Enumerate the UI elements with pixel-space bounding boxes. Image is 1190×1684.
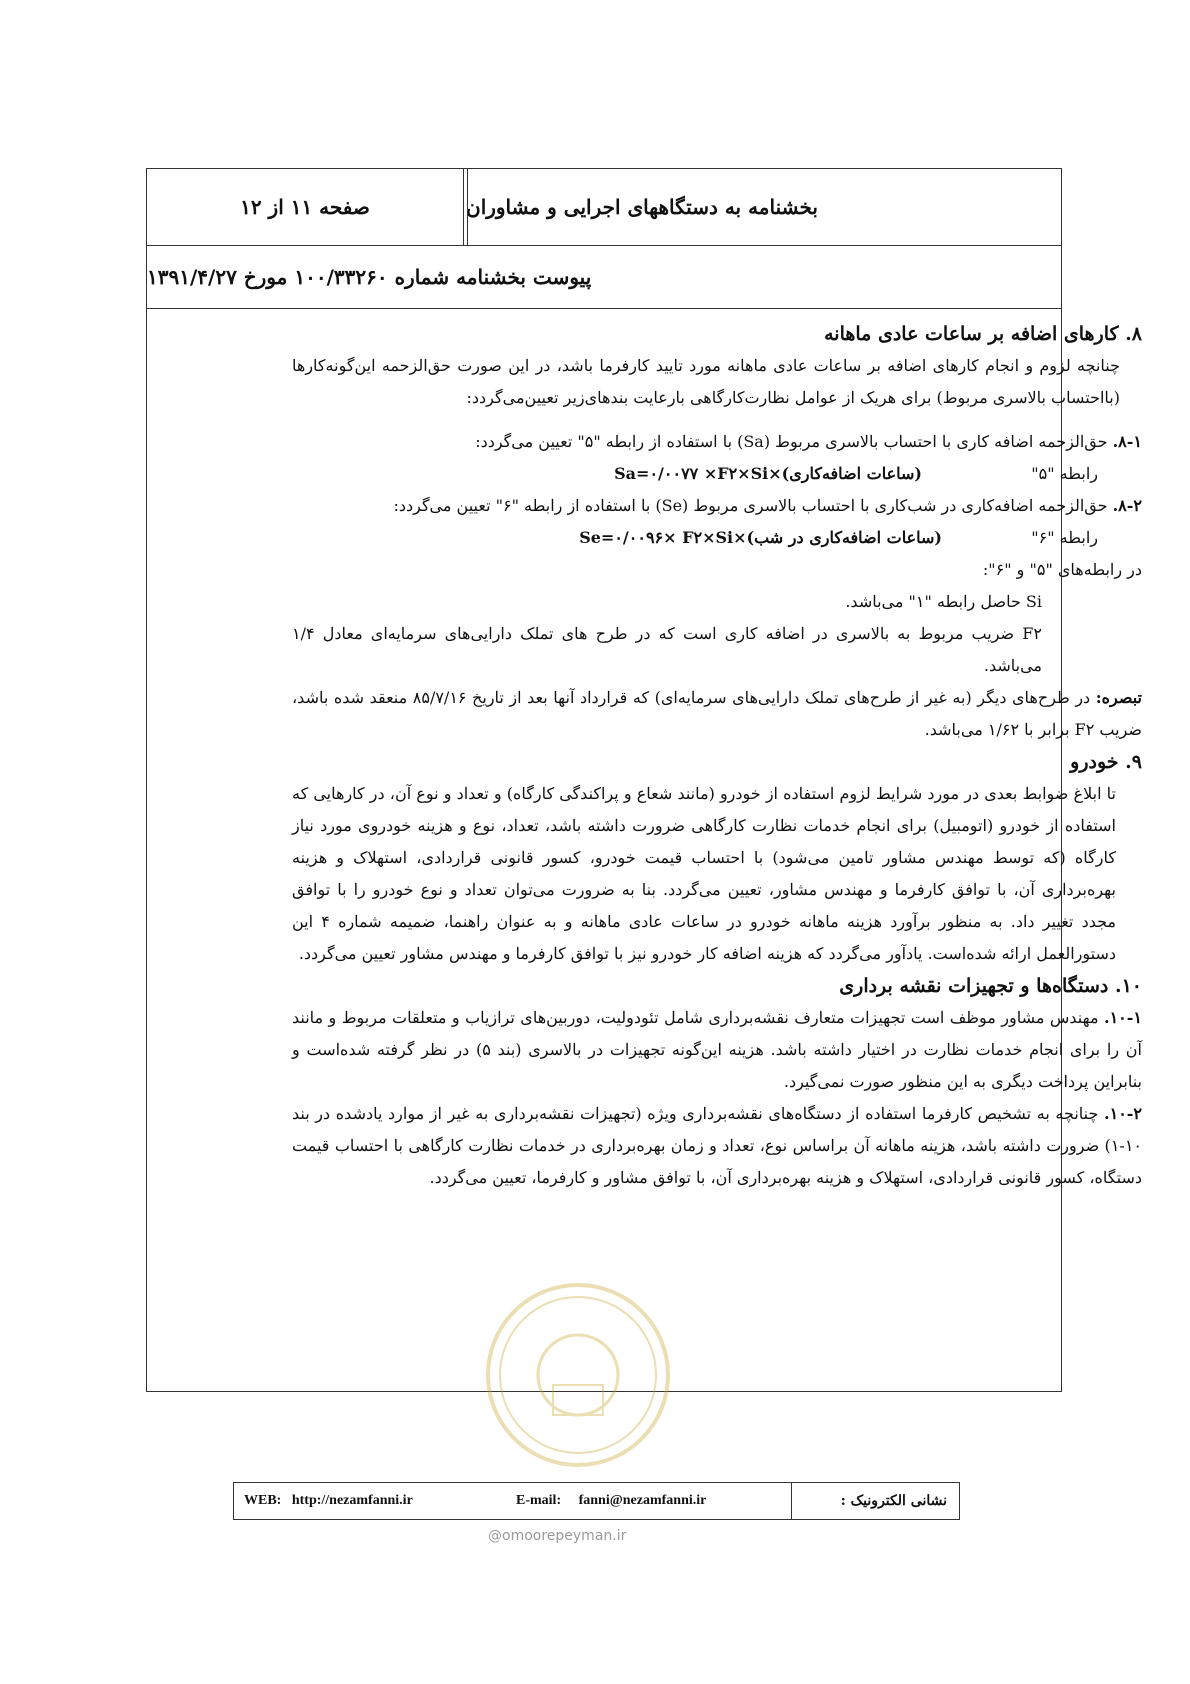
- item-10-1: ۱۰-۱. مهندس مشاور موظف است تجهیزات متعارف نقشه‌برداری شامل تئودولیت، دوربین‌های ترازیاب و متعلقات مربوط و مانند آن را برای انجام خدمات نظارت در اختیار داشته باشد. هزینه این‌گونه تجهیزات در بالاسری (بند ۵) در نظر گرفته شده‌است و بنابراین پرداخت دیگری به این منظور صورت نمی‌گیرد.: [292, 1008, 1143, 1091]
- watermark-text: @omoorepeyman.ir: [488, 1528, 627, 1544]
- section-8-heading: ۸. کارهای اضافه بر ساعات عادی ماهانه: [824, 323, 1142, 345]
- page-number: صفحه ۱۱ از ۱۲: [240, 195, 370, 219]
- section-10-heading: ۱۰. دستگاه‌ها و تجهیزات نقشه برداری: [839, 975, 1142, 997]
- formula-6: Se=۰/۰۰۹۶× F۲×Si×(ساعات اضافه‌کاری در شب): [579, 528, 942, 547]
- section-8-intro: چنانچه لزوم و انجام کارهای اضافه بر ساعات عادی ماهانه مورد تایید کارفرما باشد، در این صورت حق‌الزحمه این‌گونه‌کارها (بااحتساب بالاسری مربوط) برای هریک از عوامل نظارت‌کارگاهی بارعایت بندهای‌زیر تعیین‌می‌گردد:: [292, 356, 1120, 407]
- footer-label: نشانی الکترونیک :: [840, 1493, 947, 1509]
- header-row: [147, 169, 1061, 246]
- footer-divider: [791, 1483, 792, 1519]
- section-9-heading: ۹. خودرو: [1070, 751, 1142, 773]
- item-10-2: ۱۰-۲. چنانچه به تشخیص کارفرما استفاده از دستگاه‌های نقشه‌برداری ویژه (تجهیزات نقشه‌برداری به غیر از موارد یادشده در بند ۱۰-۱) ضرورت داشته باشد، هزینه ماهانه آن براساس نوع، تعداد و زمان بهره‌برداری در خدمات نظارت کارگاهی با احتساب قیمت دستگاه، کسور قانونی قراردادی، استهلاک و هزینه بهره‌برداری آن، با توافق مشاور و کارفرما، تعیین می‌گردد.: [292, 1104, 1143, 1187]
- note: تبصره: در طرح‌های دیگر (به غیر از طرح‌های تملک دارایی‌های سرمایه‌ای) که قرارداد آنها بعد از تاریخ ۸۵/۷/۱۶ منعقد شده باشد، ضریب F۲ برابر با ۱/۶۲ می‌باشد.: [292, 688, 1143, 739]
- item-8-1: ۸-۱. حق‌الزحمه اضافه کاری با احتساب بالاسری مربوط (Sa) با استفاده از رابطه "۵" تعیین می‌گردد:: [475, 432, 1142, 451]
- formula-5: Sa=۰/۰۰۷۷ ×F۲×Si×(ساعات اضافه‌کاری): [614, 464, 922, 483]
- item-8-2: ۸-۲. حق‌الزحمه اضافه‌کاری در شب‌کاری با احتساب بالاسری مربوط (Se) با استفاده از رابطه "۶" تعیین می‌گردد:: [393, 496, 1142, 515]
- formula-5-row: [292, 458, 1142, 490]
- footer-web[interactable]: WEB: http://nezamfanni.ir: [244, 1493, 413, 1508]
- relations-intro: در رابطه‌های "۵" و "۶":: [982, 560, 1142, 579]
- main-content: [292, 318, 1142, 1194]
- seal-watermark-icon: [483, 1280, 673, 1470]
- si-definition: Si حاصل رابطه "۱" می‌باشد.: [845, 592, 1042, 611]
- f2-definition: F۲ ضریب مربوط به بالاسری در اضافه کاری است که در طرح های تملک دارایی‌های سرمایه‌ای معادل ۱/۴ می‌باشد.: [292, 624, 1042, 675]
- footer-email[interactable]: E-mail: fanni@nezamfanni.ir: [516, 1493, 707, 1508]
- relation-5-label: رابطه "۵": [1031, 464, 1098, 483]
- header-title: بخشنامه به دستگاههای اجرایی و مشاوران: [466, 195, 818, 219]
- section-9-text: تا ابلاغ ضوابط بعدی در مورد شرایط لزوم استفاده از خودرو (مانند شعاع و پراکندگی کارگاه) و تعداد و نوع آن، در کارهایی که استفاده از خودرو (اتومبیل) برای انجام خدمات نظارت کارگاهی ضرورت داشته باشد، تعداد، نوع و هزینه خودروی مورد نیاز کارگاه (که توسط مهندس مشاور تامین می‌شود) با احتساب قیمت خودرو، کسور قانونی قراردادی، استهلاک و هزینه بهره‌برداری آن، با توافق کارفرما و مهندس مشاور، تعیین می‌گردد. بنا به ضرورت می‌توان تعداد و نوع خودرو را با توافق مجدد تغییر داد. به منظور برآورد هزینه ماهانه خودرو در ساعات عادی ماهانه و به عنوان راهنما، ضمیمه شماره ۴ این دستورالعمل ارائه شده‌است. یادآور می‌گردد که هزینه اضافه کار خودرو نیز با توافق کارفرما و مهندس مشاور تعیین می‌گردد.: [292, 784, 1117, 963]
- formula-6-row: [292, 522, 1142, 554]
- attachment-subtitle: پیوست بخشنامه شماره ۱۰۰/۳۳۲۶۰ مورخ ۱۳۹۱/۴/۲۷: [147, 245, 1061, 309]
- footer-contact: [233, 1482, 960, 1520]
- header-divider: [463, 169, 468, 245]
- relation-6-label: رابطه "۶": [1031, 528, 1098, 547]
